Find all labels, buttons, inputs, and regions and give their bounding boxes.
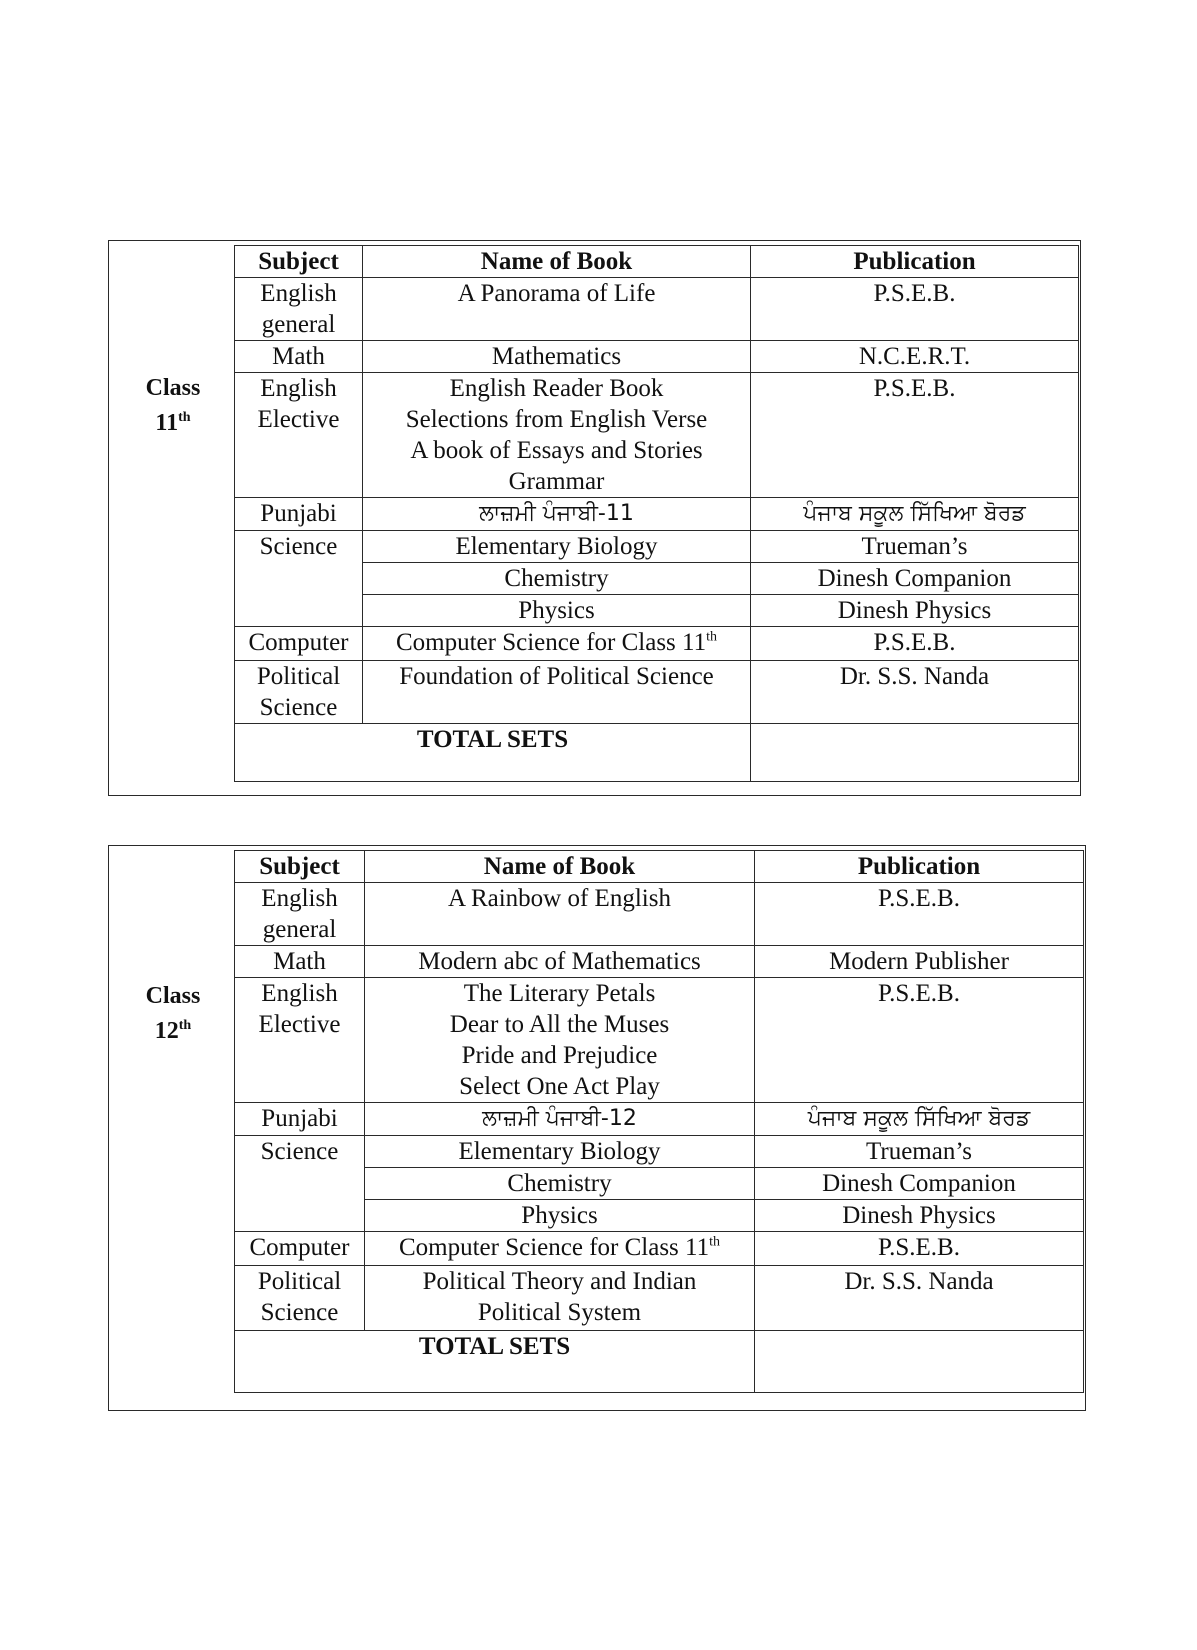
book-cell bbox=[365, 1232, 755, 1266]
subject-line: Political bbox=[257, 1268, 342, 1295]
subject-line: English bbox=[260, 375, 337, 402]
class-word: Class bbox=[145, 375, 201, 401]
subject-line: Elective bbox=[258, 1011, 341, 1038]
class-12-book-list bbox=[108, 845, 1086, 1411]
book-title: A book of Essays and Stories bbox=[410, 437, 703, 464]
subject-cell: Science bbox=[235, 531, 363, 627]
class-number: 12 bbox=[154, 1018, 179, 1044]
publication-cell: P.S.E.B. bbox=[751, 627, 1079, 661]
book-title: English Reader Book bbox=[449, 375, 664, 402]
book-cell: ਲਾਜ਼ਮੀ ਪੰਜਾਬੀ-12 bbox=[365, 1103, 755, 1136]
header-book-name: Name of Book bbox=[363, 246, 751, 278]
total-sets-label: TOTAL SETS bbox=[235, 724, 751, 782]
class-word: Class bbox=[145, 983, 201, 1009]
subject-cell bbox=[235, 883, 365, 946]
row-total bbox=[235, 1331, 1084, 1393]
book-table bbox=[234, 850, 1084, 1393]
book-cell: Modern abc of Mathematics bbox=[365, 946, 755, 978]
publication-cell: P.S.E.B. bbox=[755, 978, 1084, 1103]
subject-cell bbox=[235, 978, 365, 1103]
subject-line: Science bbox=[260, 1299, 339, 1326]
book-cell bbox=[363, 627, 751, 661]
publication-cell: Trueman’s bbox=[751, 531, 1079, 563]
subject-line: Science bbox=[259, 694, 338, 721]
header-row bbox=[235, 851, 1084, 883]
subject-line: English bbox=[261, 980, 338, 1007]
subject-cell: Math bbox=[235, 341, 363, 373]
subject-cell bbox=[235, 1266, 365, 1331]
book-title: Political System bbox=[477, 1299, 642, 1326]
total-sets-value bbox=[755, 1331, 1084, 1393]
book-cell: Elementary Biology bbox=[363, 531, 751, 563]
publication-cell: Modern Publisher bbox=[755, 946, 1084, 978]
row-math bbox=[235, 341, 1079, 373]
header-publication: Publication bbox=[751, 246, 1079, 278]
subject-line: Elective bbox=[257, 406, 340, 433]
book-cell: A Panorama of Life bbox=[363, 278, 751, 341]
subject-line: general bbox=[261, 311, 336, 338]
header-row bbox=[235, 246, 1079, 278]
book-cell bbox=[365, 978, 755, 1103]
subject-line: English bbox=[261, 885, 338, 912]
subject-line: general bbox=[262, 916, 337, 943]
class-11-book-list bbox=[108, 240, 1081, 796]
publication-cell: ਪੰਜਾਬ ਸਕੂਲ ਸਿੱਖਿਆ ਬੋਰਡ bbox=[751, 498, 1079, 531]
row-science bbox=[235, 531, 1079, 563]
publication-cell: P.S.E.B. bbox=[751, 373, 1079, 498]
book-cell: A Rainbow of English bbox=[365, 883, 755, 946]
book-title: Selections from English Verse bbox=[405, 406, 708, 433]
subject-cell: Computer bbox=[235, 627, 363, 661]
publication-cell: P.S.E.B. bbox=[751, 278, 1079, 341]
row-punjabi bbox=[235, 498, 1079, 531]
row-punjabi bbox=[235, 1103, 1084, 1136]
book-cell: ਲਾਜ਼ਮੀ ਪੰਜਾਬੀ-11 bbox=[363, 498, 751, 531]
book-cell: Elementary Biology bbox=[365, 1136, 755, 1168]
subject-cell: Science bbox=[235, 1136, 365, 1232]
book-cell: Physics bbox=[365, 1200, 755, 1232]
book-cell bbox=[363, 373, 751, 498]
book-title: Select One Act Play bbox=[459, 1073, 660, 1100]
row-science bbox=[235, 1136, 1084, 1168]
publication-cell: Dinesh Companion bbox=[755, 1168, 1084, 1200]
publication-cell: Dinesh Physics bbox=[751, 595, 1079, 627]
book-title: Foundation of Political Science bbox=[399, 663, 714, 690]
book-title-suffix: th bbox=[706, 629, 717, 645]
book-title: Political Theory and Indian bbox=[422, 1268, 697, 1295]
publication-cell: Trueman’s bbox=[755, 1136, 1084, 1168]
publication-cell: N.C.E.R.T. bbox=[751, 341, 1079, 373]
book-title: Computer Science for Class 11 bbox=[395, 629, 707, 656]
publication-cell: Dr. S.S. Nanda bbox=[751, 661, 1079, 724]
subject-cell: Math bbox=[235, 946, 365, 978]
header-publication: Publication bbox=[755, 851, 1084, 883]
row-english-elective bbox=[235, 978, 1084, 1103]
row-political-science bbox=[235, 1266, 1084, 1331]
class-label bbox=[109, 982, 237, 1046]
book-title: Grammar bbox=[508, 468, 605, 495]
book-cell bbox=[365, 1266, 755, 1331]
subject-cell bbox=[235, 278, 363, 341]
book-title: The Literary Petals bbox=[463, 980, 656, 1007]
class-number-line bbox=[109, 1011, 237, 1046]
class-label bbox=[109, 374, 237, 438]
publication-cell: Dinesh Physics bbox=[755, 1200, 1084, 1232]
row-total bbox=[235, 724, 1079, 782]
row-computer bbox=[235, 1232, 1084, 1266]
book-title-suffix: th bbox=[709, 1234, 720, 1250]
publication-cell: Dinesh Companion bbox=[751, 563, 1079, 595]
row-political-science bbox=[235, 661, 1079, 724]
class-number-line bbox=[109, 403, 237, 438]
subject-line: Political bbox=[256, 663, 341, 690]
book-table bbox=[234, 245, 1079, 782]
book-cell: Physics bbox=[363, 595, 751, 627]
class-number-suffix: th bbox=[178, 410, 191, 425]
publication-cell: Dr. S.S. Nanda bbox=[755, 1266, 1084, 1331]
class-number-suffix: th bbox=[178, 1018, 192, 1033]
subject-cell: Punjabi bbox=[235, 1103, 365, 1136]
header-book-name: Name of Book bbox=[365, 851, 755, 883]
row-english-elective bbox=[235, 373, 1079, 498]
subject-cell: Punjabi bbox=[235, 498, 363, 531]
row-computer bbox=[235, 627, 1079, 661]
book-cell: Chemistry bbox=[363, 563, 751, 595]
row-english-general bbox=[235, 883, 1084, 946]
subject-cell: Computer bbox=[235, 1232, 365, 1266]
book-cell: Chemistry bbox=[365, 1168, 755, 1200]
book-cell bbox=[363, 661, 751, 724]
subject-line: English bbox=[260, 280, 337, 307]
total-sets-label: TOTAL SETS bbox=[235, 1331, 755, 1393]
book-title: Computer Science for Class 11 bbox=[398, 1234, 710, 1261]
class-number: 11 bbox=[155, 410, 179, 436]
book-title: Pride and Prejudice bbox=[461, 1042, 658, 1069]
header-subject: Subject bbox=[235, 246, 363, 278]
row-english-general bbox=[235, 278, 1079, 341]
book-title: Dear to All the Muses bbox=[449, 1011, 670, 1038]
total-sets-value bbox=[751, 724, 1079, 782]
publication-cell: P.S.E.B. bbox=[755, 883, 1084, 946]
row-math bbox=[235, 946, 1084, 978]
header-subject: Subject bbox=[235, 851, 365, 883]
publication-cell: P.S.E.B. bbox=[755, 1232, 1084, 1266]
publication-cell: ਪੰਜਾਬ ਸਕੂਲ ਸਿੱਖਿਆ ਬੋਰਡ bbox=[755, 1103, 1084, 1136]
book-cell: Mathematics bbox=[363, 341, 751, 373]
subject-cell bbox=[235, 661, 363, 724]
subject-cell bbox=[235, 373, 363, 498]
